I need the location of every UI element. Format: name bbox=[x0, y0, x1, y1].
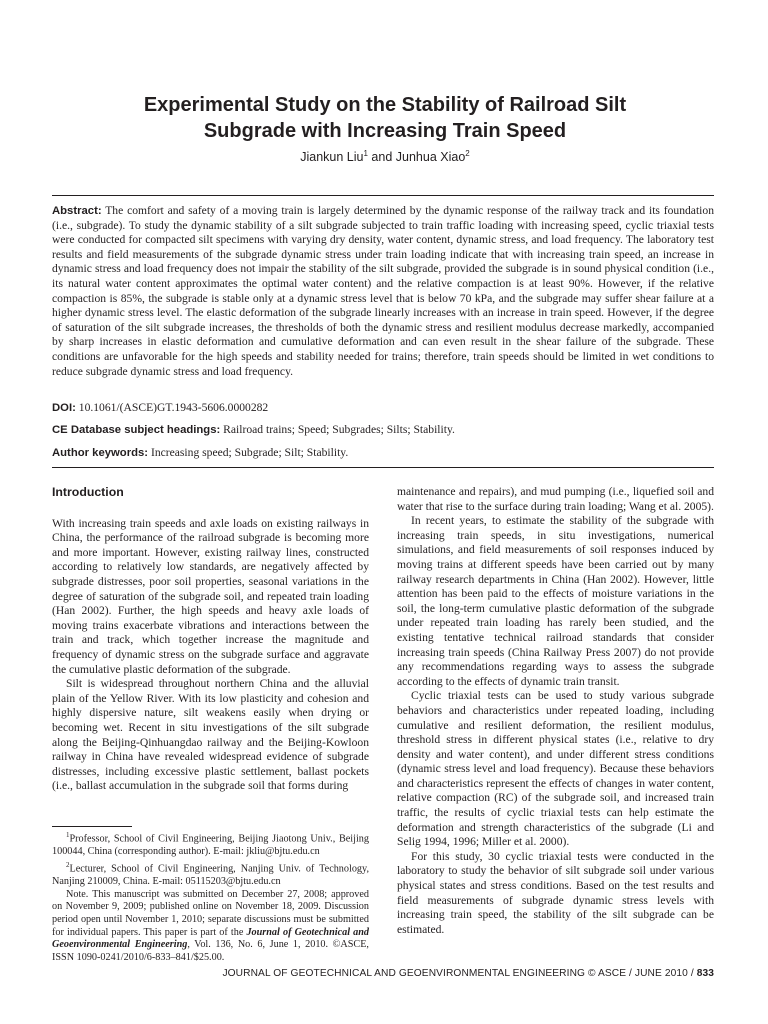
paragraph-this-study: For this study, 30 cyclic triaxial tests were conducted in the laboratory to study the behavior of silt subgrade soil under various physical states and stress conditions. Based on the test results and field measurements of subgrade dynamic stress levels with increasing train speed, the stability of the silt subgrade can be estimated. bbox=[397, 849, 714, 936]
intro-paragraph-2: Silt is widespread throughout northern China and the alluvial plain of the Yellow River. With its low plasticity and cohesion and highly dispersive nature, silt weakens easily when drying or becoming wet. Recent in situ investigations of the silt subgrade along the Beijing-Qinhuangdao railway and the Beijing-Kowloon railway in China have revealed widespread evidence of subgrade distresses, including excessive plastic settlement, ballast pockets (i.e., ballast accumulation in the subgrade soil that forms during bbox=[52, 677, 369, 793]
ce-headings-label: CE Database subject headings: bbox=[52, 424, 221, 436]
footnote-divider bbox=[52, 826, 132, 827]
right-column bbox=[397, 485, 714, 937]
footnote-1-mark: 1 bbox=[66, 831, 70, 839]
paper-title bbox=[40, 92, 730, 144]
footer-journal: JOURNAL OF GEOTECHNICAL AND GEOENVIRONMENTAL ENGINEERING © ASCE / JUNE 2010 / bbox=[222, 968, 697, 979]
footnotes bbox=[52, 829, 369, 965]
abstract-divider bbox=[52, 467, 714, 468]
continued-paragraph: maintenance and repairs), and mud pumping (i.e., liquefied soil and water that rise to the surface during train loading; Wang et al. 2005). bbox=[397, 485, 714, 513]
author-1-affiliation-mark: 1 bbox=[363, 149, 368, 158]
footnote-1: $^1$Professor, School of Civil Engineering, Beijing Jiaotong Univ., Beijing 100044, China (corresponding author). E-mail: jkliu@bjtu.edu.cn bbox=[52, 831, 369, 858]
section-heading-introduction: Introduction bbox=[52, 485, 124, 499]
ce-headings-value: Railroad trains; Speed; Subgrades; Silts; Stability. bbox=[223, 423, 455, 436]
header-divider bbox=[52, 195, 714, 196]
abstract bbox=[52, 204, 714, 379]
author-conjunction: and bbox=[367, 150, 396, 165]
page-footer bbox=[52, 968, 714, 979]
author-1: Jiankun Liu bbox=[300, 150, 364, 165]
intro-paragraph-1: With increasing train speeds and axle loads on existing railways in China, the performance of the railroad subgrade is becoming more and more important. However, existing railway lines, constructed according to relatively low standards, are negatively affected by subgrade distresses, poor soil properties, seasonal variations in the degree of saturation of the subgrade soil, and repeated train loading (Han 2002). Further, the high speeds and heavy axle loads of moving trains exacerbate vibrations and interactions between the train and track, which together increase the magnitude and frequency of dynamic stress on the subgrade surface and aggravate the cumulative plastic deformation of the subgrade. bbox=[52, 516, 369, 676]
abstract-text: The comfort and safety of a moving train is largely determined by the dynamic response of the railway track and its foundation (i.e., subgrade). To study the dynamic stability of a silt subgrade subjected to train traffic loading with increasing speed, cyclic triaxial tests were conducted for compacted silt specimens with varying dry density, water content, dynamic stress, and load frequency. The laboratory test results and field measurements of the subgrade dynamic stress under train loading indicate that with increasing train speed, an increase in dynamic stress and load frequency does not impair the stability of the silt subgrade, provided the subgrade is in sound physical condition (i.e., its natural water content approximates the optimal water content) and the relative compaction is at least 90%. However, if the relative compaction is 85%, the subgrade is stable only at a dynamic stress level that is below 70 kPa, and the subgrade may suffer shear failure at a higher dynamic stress level. The elastic deformation of the subgrade linearly increases with an increase in train speed. However, if the degree of saturation of the silt subgrade increases, the thresholds of both the dynamic stress and resilient modulus decrease markedly, accompanied by sharp increases in elastic deformation and cumulative deformation and can even result in the shear failure of the subgrade. These conditions are unfavorable for the high speeds and stability needed for trains; therefore, train speeds should be limited in wet conditions to reduce subgrade dynamic stress and load frequency. bbox=[52, 204, 714, 378]
left-column bbox=[52, 485, 369, 794]
submission-note: Note. This manuscript was submitted on December 27, 2008; approved on November 9, 2009; published online on November 18, 2009. Discussion period open until November 1, 2010; separate discussions must be submitted for individual papers. This paper is part of the Journal of Geotechnical and Geoenvironmental Engineering, Vol. 136, No. 6, June 1, 2010. ©ASCE, ISSN 1090-0241/2010/6-833–841/$25.00. bbox=[52, 888, 369, 964]
ce-headings-line bbox=[52, 423, 714, 438]
abstract-label: Abstract: bbox=[52, 205, 102, 217]
keywords-line bbox=[52, 446, 714, 461]
journal-name: Journal of Geotechnical and Geoenvironmental Engineering bbox=[52, 926, 369, 951]
doi-value: 10.1061/(ASCE)GT.1943-5606.0000282 bbox=[78, 401, 269, 414]
keywords-value: Increasing speed; Subgrade; Silt; Stability. bbox=[150, 446, 349, 459]
title-line-2: Subgrade with Increasing Train Speed bbox=[203, 120, 567, 142]
footnote-2: $^2$Lecturer, School of Civil Engineering, Nanjing Univ. of Technology, Nanjing 210009, China. E-mail: 05115203@bjtu.edu.cn bbox=[52, 860, 369, 887]
doi-line bbox=[52, 401, 714, 416]
author-2-affiliation-mark: 2 bbox=[465, 149, 470, 158]
author-line bbox=[40, 149, 730, 164]
footnote-2-mark: 2 bbox=[66, 860, 70, 869]
page-number: 833 bbox=[696, 968, 714, 979]
doi-label: DOI: bbox=[52, 402, 76, 414]
title-line-1: Experimental Study on the Stability of Railroad Silt bbox=[143, 94, 627, 116]
paragraph-cyclic-triaxial: Cyclic triaxial tests can be used to study various subgrade behaviors and characteristics under repeated loading, including cumulative and resilient deformation, the resilient modulus, threshold stress in different physical states (i.e., relative to dry density and water content), and under different stress conditions (dynamic stress level and load frequency). Because these behaviors and characteristics represent the effects of changes in water content, relative compaction (RC) of the subgrade soil, and increased train traffic, the results of cyclic triaxial tests can help estimate the deformation and strength characteristics of the subgrade (Li and Selig 1994, 1996; Miller et al. 2000). bbox=[397, 689, 714, 849]
keywords-label: Author keywords: bbox=[52, 447, 149, 459]
author-2: Junhua Xiao bbox=[395, 150, 466, 165]
paragraph-recent-years: In recent years, to estimate the stability of the subgrade with increasing train speeds, in situ investigations, numerical simulations, and field measurements of soil responses induced by moving trains at different speeds have been carried out by many railway research departments in China (Han 2002). However, little attention has been paid to the effects of moisture variations in the soil, the long-term cumulative plastic deformation of the subgrade under repeated train loading has rarely been studied, and the existing tentative technical railroad standards that consider increasing train speeds (China Railway Press 2007) do not provide any recommendations regarding ways to assess the subgrade according to the effects of dynamic train transit. bbox=[397, 514, 714, 688]
